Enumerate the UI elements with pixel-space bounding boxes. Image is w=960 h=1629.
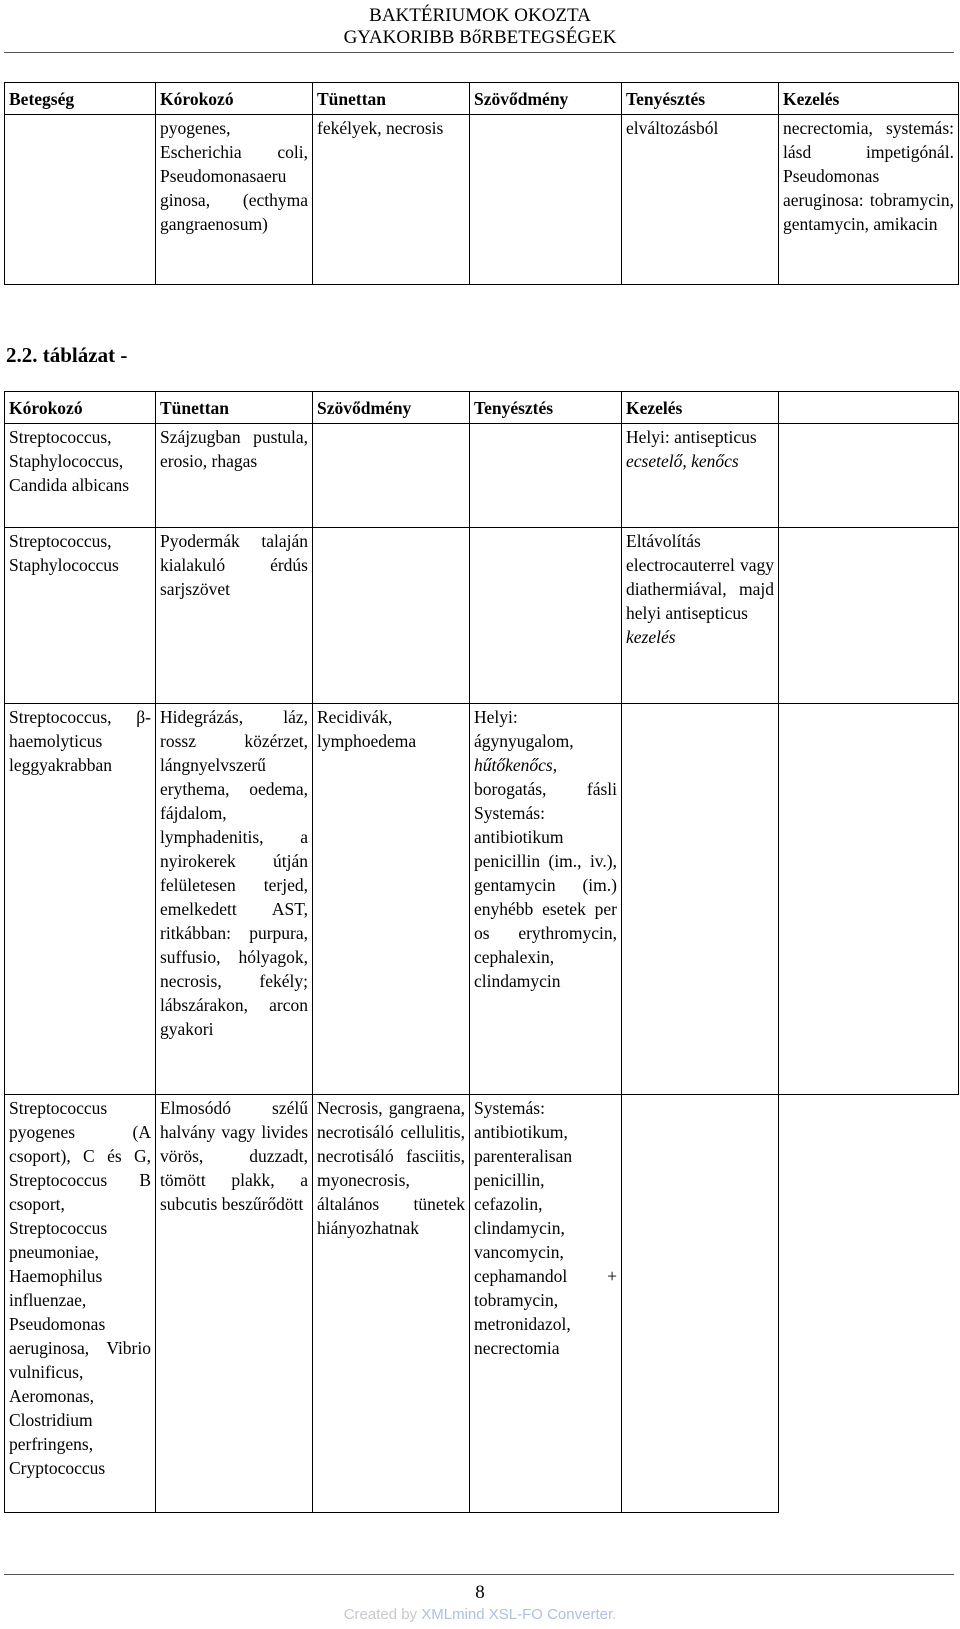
cell-betegseg	[5, 115, 156, 285]
cell-kezeles: necrectomia, systemás: lásd impetigónál. Pseudomonas aeruginosa: tobramycin, gentamycin, amikacin	[779, 115, 959, 285]
column-header: Tenyésztés	[622, 83, 779, 115]
kezeles-text: Eltávolítás electrocauterrel vagy diathermiával, majd helyi antisepticus	[626, 531, 774, 623]
cell-szovodmeny	[470, 115, 622, 285]
section-title: 2.2. táblázat -	[6, 343, 128, 367]
cell-korokozo: Streptococcus, Staphylococcus, Candida albicans	[5, 424, 156, 528]
page-header	[0, 5, 960, 49]
cell-korokozo: pyogenes, Escherichia coli, Pseudomonasaeru ginosa, (ecthyma gangraenosum)	[156, 115, 313, 285]
column-header: Szövődmény	[470, 83, 622, 115]
cell-korokozo: Streptococcus pyogenes (A csoport), C és G, Streptococcus B csoport, Streptococcus pneumoniae, Haemophilus influenzae, Pseudomonas aeruginosa, Vibrio vulnificus, Aeromonas, Clostridium perfringens, Cryptococcus	[5, 1095, 156, 1513]
footer-divider	[4, 1574, 954, 1575]
cell-korokozo: Streptococcus, Staphylococcus	[5, 528, 156, 704]
column-header: Tenyésztés	[470, 392, 622, 424]
tenyesztes-text: Helyi: ágynyugalom,	[474, 707, 574, 751]
tenyesztes-text: borogatás, fásli Systemás: antibiotikum penicillin (im., iv.), gentamycin (im.) enyhébb esetek per os erythromycin, cephalexin, clindamycin	[474, 779, 617, 991]
generator-prefix: Created by	[343, 1606, 422, 1623]
generator-link[interactable]: XMLmind XSL-FO Converter	[421, 1606, 613, 1623]
cell-tunettan: Pyodermák talaján kialakuló érdús sarjszövet	[156, 528, 313, 704]
extra-empty-header	[779, 392, 959, 424]
cell-tunettan: Szájzugban pustula, erosio, rhagas	[156, 424, 313, 528]
generator-suffix: .	[612, 1606, 617, 1623]
kezeles-text-italic: kezelés	[626, 627, 676, 647]
cell-szovodmeny: Recidivák, lymphoedema	[313, 704, 470, 1095]
kezeles-text-italic: ecsetelő, kenőcs	[626, 451, 739, 471]
table-row	[5, 424, 959, 528]
cell-tenyesztes: elváltozásból	[622, 115, 779, 285]
disease-table-continued	[4, 82, 959, 285]
table-row	[5, 704, 959, 1095]
column-header: Kórokozó	[156, 83, 313, 115]
cell-korokozo: Streptococcus, β-haemolyticus leggyakrabban	[5, 704, 156, 1095]
table-row	[5, 115, 959, 285]
header-line-2: GYAKORIBB BőRBETEGSÉGEK	[343, 27, 617, 48]
cell-szovodmeny	[313, 528, 470, 704]
header-line-1: BAKTÉRIUMOK OKOZTA	[369, 5, 591, 26]
cell-empty	[779, 704, 959, 1095]
column-header: Kezelés	[779, 83, 959, 115]
column-header: Betegség	[5, 83, 156, 115]
cell-empty	[779, 1095, 959, 1513]
header-divider	[4, 52, 954, 53]
table-header-row	[5, 392, 959, 424]
cell-tunettan: Elmosódó szélű halvány vagy livides vörös, duzzadt, tömött plakk, a subcutis beszűrődött	[156, 1095, 313, 1513]
cell-kezeles	[622, 528, 779, 704]
cell-kezeles	[622, 704, 779, 1095]
column-header: Kezelés	[622, 392, 779, 424]
cell-tenyesztes	[470, 528, 622, 704]
pathogen-table	[4, 391, 959, 1513]
cell-empty	[779, 424, 959, 528]
table-row	[5, 528, 959, 704]
cell-tenyesztes: Systemás: antibiotikum, parenteralisan penicillin, cefazolin, clindamycin, vancomycin, cephamandol + tobramycin, metronidazol, necrectomia	[470, 1095, 622, 1513]
column-header: Tünettan	[313, 83, 470, 115]
tenyesztes-text-italic: hűtőkenőcs,	[474, 755, 558, 775]
cell-szovodmeny	[313, 424, 470, 528]
cell-tenyesztes	[470, 704, 622, 1095]
cell-kezeles	[622, 1095, 779, 1513]
table-header-row	[5, 83, 959, 115]
page-number: 8	[475, 1582, 485, 1603]
cell-empty	[779, 528, 959, 704]
column-header: Tünettan	[156, 392, 313, 424]
cell-tenyesztes	[470, 424, 622, 528]
generator-note	[0, 1606, 960, 1623]
column-header: Szövődmény	[313, 392, 470, 424]
cell-szovodmeny: Necrosis, gangraena, necrotisáló cellulitis, necrotisáló fasciitis, myonecrosis, általános tünetek hiányozhatnak	[313, 1095, 470, 1513]
cell-tunettan: fekélyek, necrosis	[313, 115, 470, 285]
cell-kezeles	[622, 424, 779, 528]
table-row	[5, 1095, 959, 1513]
cell-tunettan: Hidegrázás, láz, rossz közérzet, lángnyelvszerű erythema, oedema, fájdalom, lymphadenitis, a nyirokerek útján felületesen terjed, emelkedett AST, ritkábban: purpura, suffusio, hólyagok, necrosis, fekély; lábszárakon, arcon gyakori	[156, 704, 313, 1095]
kezeles-text: Helyi: antisepticus	[626, 427, 757, 447]
column-header: Kórokozó	[5, 392, 156, 424]
